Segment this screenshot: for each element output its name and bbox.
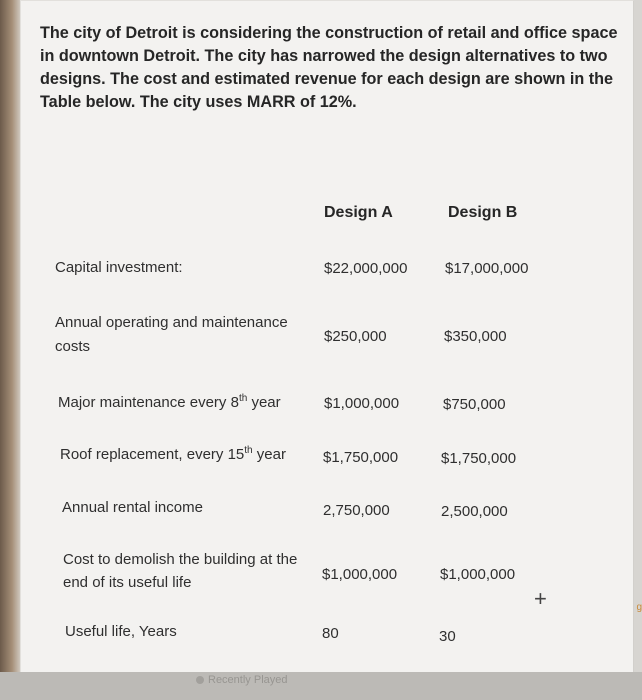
major-maintenance-post: year — [247, 394, 281, 411]
problem-intro-text: The city of Detroit is considering the construction of retail and office space in downtown Detroit. The city has narrowed the design alternatives to two designs. The cost and estimated revenue for each design are shown in the Table below. The city uses MARR of 12%. — [40, 24, 618, 111]
roof-replacement-sup: th — [244, 445, 253, 456]
row-label-useful-life: Useful life, Years — [65, 623, 177, 640]
annual-om-b: $350,000 — [444, 328, 507, 345]
left-background-strip — [0, 0, 20, 700]
roof-replacement-post: year — [252, 446, 286, 463]
row-label-demolish-line1: Cost to demolish the building at the — [63, 551, 298, 568]
roof-replacement-b: $1,750,000 — [441, 450, 517, 467]
useful-life-a: 80 — [322, 625, 339, 642]
recently-played-text: Recently Played — [208, 674, 288, 686]
row-label-demolish-line2: end of its useful life — [63, 574, 192, 591]
row-label-roof-replacement — [60, 444, 286, 466]
row-label-annual-om-line1: Annual operating and maintenance — [55, 314, 288, 331]
useful-life-b: 30 — [439, 628, 456, 645]
annual-om-a: $250,000 — [324, 328, 387, 345]
row-label-capital-investment: Capital investment: — [55, 259, 183, 276]
bottom-bar — [0, 672, 642, 700]
rental-income-a: 2,750,000 — [323, 502, 390, 519]
major-maintenance-a: $1,000,000 — [324, 395, 400, 412]
row-label-annual-om-line2: costs — [55, 338, 91, 355]
roof-replacement-a: $1,750,000 — [323, 449, 399, 466]
major-maintenance-text: Major maintenance every 8 — [58, 394, 239, 411]
recently-played-icon — [196, 676, 204, 684]
major-maintenance-sup: th — [238, 393, 248, 404]
capital-investment-b: $17,000,000 — [445, 260, 529, 277]
row-label-major-maintenance — [58, 392, 281, 414]
rental-income-b: 2,500,000 — [441, 503, 508, 520]
recently-played-label — [196, 674, 288, 686]
demolish-cost-a: $1,000,000 — [322, 566, 398, 583]
header-design-a: Design A — [324, 204, 393, 221]
add-icon[interactable]: + — [534, 586, 547, 611]
major-maintenance-b: $750,000 — [443, 396, 506, 413]
header-design-b: Design B — [448, 204, 518, 221]
edge-fragment: g — [636, 602, 642, 613]
demolish-cost-b: $1,000,000 — [440, 566, 516, 583]
row-label-rental-income: Annual rental income — [62, 499, 203, 516]
capital-investment-a: $22,000,000 — [324, 260, 408, 277]
roof-replacement-text: Roof replacement, every 15 — [60, 446, 245, 463]
